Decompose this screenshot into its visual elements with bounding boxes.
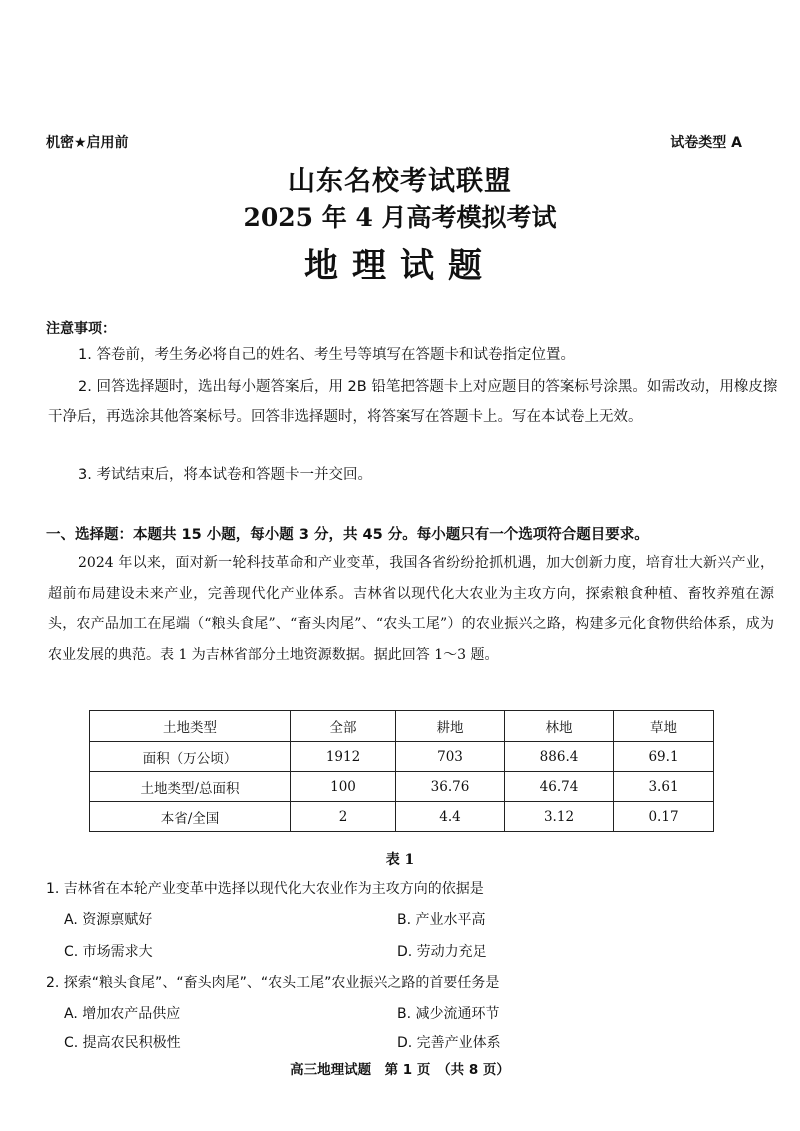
table-cell: 面积（万公顷） — [90, 742, 291, 772]
table-cell: 69.1 — [614, 742, 714, 772]
question-intro-passage: 2024 年以来，面对新一轮科技革命和产业变革，我国各省纷纷抢抓机遇，加大创新力度，培育壮大新兴产业，超前布局建设未来产业，完善现代化产业体系。吉林省以现代化大农业为主攻方向，探索粮食种植、畜牧养殖在源头，农产品加工在尾端（“粮头食尾”、“畜头肉尾”、“农头工尾”）的农业振兴之路，构建多元化食物供给体系，成为农业发展的典范。表 1 为吉林省部分土地资源数据。据此回答 1～3 题。 — [48, 555, 774, 663]
table-header-cell: 全部 — [291, 711, 396, 742]
exam-organizer-title: 山东名校考试联盟 — [288, 166, 512, 197]
table-cell: 本省/全国 — [90, 802, 291, 832]
table-cell: 46.74 — [505, 772, 614, 802]
table-row — [90, 802, 714, 832]
question-1-option-d[interactable]: D. 劳动力充足 — [397, 944, 487, 960]
notice-heading: 注意事项： — [46, 321, 116, 337]
table-cell: 0.17 — [614, 802, 714, 832]
table-cell: 土地类型/总面积 — [90, 772, 291, 802]
table-header-row — [90, 711, 714, 742]
table-header-cell: 耕地 — [396, 711, 505, 742]
table-cell: 3.12 — [505, 802, 614, 832]
question-2-option-c[interactable]: C. 提高农民积极性 — [64, 1035, 181, 1051]
paper-type-label: 试卷类型 A — [670, 135, 742, 151]
exam-date-title: 2025 年 4 月高考模拟考试 — [243, 203, 557, 232]
confidential-label: 机密★启用前 — [46, 135, 129, 151]
table-cell: 1912 — [291, 742, 396, 772]
table-caption: 表 1 — [385, 852, 415, 868]
land-resource-table — [89, 710, 714, 832]
table-header-cell: 土地类型 — [90, 711, 291, 742]
question-1-option-b[interactable]: B. 产业水平高 — [397, 912, 486, 928]
table-row — [90, 772, 714, 802]
notice-item-2: 2. 回答选择题时，选出每小题答案后，用 2B 铅笔把答题卡上对应题目的答案标号涂黑。如需改动，用橡皮擦干净后，再选涂其他答案标号。回答非选择题时，将答案写在答题卡上。写在本试卷上无效。 — [48, 379, 778, 425]
question-2-option-a[interactable]: A. 增加农产品供应 — [64, 1006, 181, 1022]
notice-item-1: 1. 答卷前，考生务必将自己的姓名、考生号等填写在答题卡和试卷指定位置。 — [78, 347, 575, 363]
question-2-option-d[interactable]: D. 完善产业体系 — [397, 1035, 501, 1051]
question-2-stem: 2. 探索“粮头食尾”、“畜头肉尾”、“农头工尾”农业振兴之路的首要任务是 — [46, 975, 500, 991]
question-1-stem: 1. 吉林省在本轮产业变革中选择以现代化大农业作为主攻方向的依据是 — [46, 881, 484, 897]
table-row — [90, 742, 714, 772]
table-cell: 3.61 — [614, 772, 714, 802]
table-header-cell: 林地 — [505, 711, 614, 742]
subject-title: 地理试题 — [304, 246, 496, 286]
table-header-cell: 草地 — [614, 711, 714, 742]
table-cell: 36.76 — [396, 772, 505, 802]
table-cell: 2 — [291, 802, 396, 832]
notice-item-3: 3. 考试结束后，将本试卷和答题卡一并交回。 — [78, 467, 372, 483]
table-cell: 886.4 — [505, 742, 614, 772]
table-cell: 703 — [396, 742, 505, 772]
question-1-option-a[interactable]: A. 资源禀赋好 — [64, 912, 153, 928]
table-cell: 4.4 — [396, 802, 505, 832]
section-heading: 一、选择题：本题共 15 小题，每小题 3 分，共 45 分。每小题只有一个选项符合题目要求。 — [46, 527, 649, 543]
page-footer: 高三地理试题 第 1 页 （共 8 页） — [290, 1062, 510, 1078]
question-2-option-b[interactable]: B. 减少流通环节 — [397, 1006, 500, 1022]
question-1-option-c[interactable]: C. 市场需求大 — [64, 944, 153, 960]
table-cell: 100 — [291, 772, 396, 802]
